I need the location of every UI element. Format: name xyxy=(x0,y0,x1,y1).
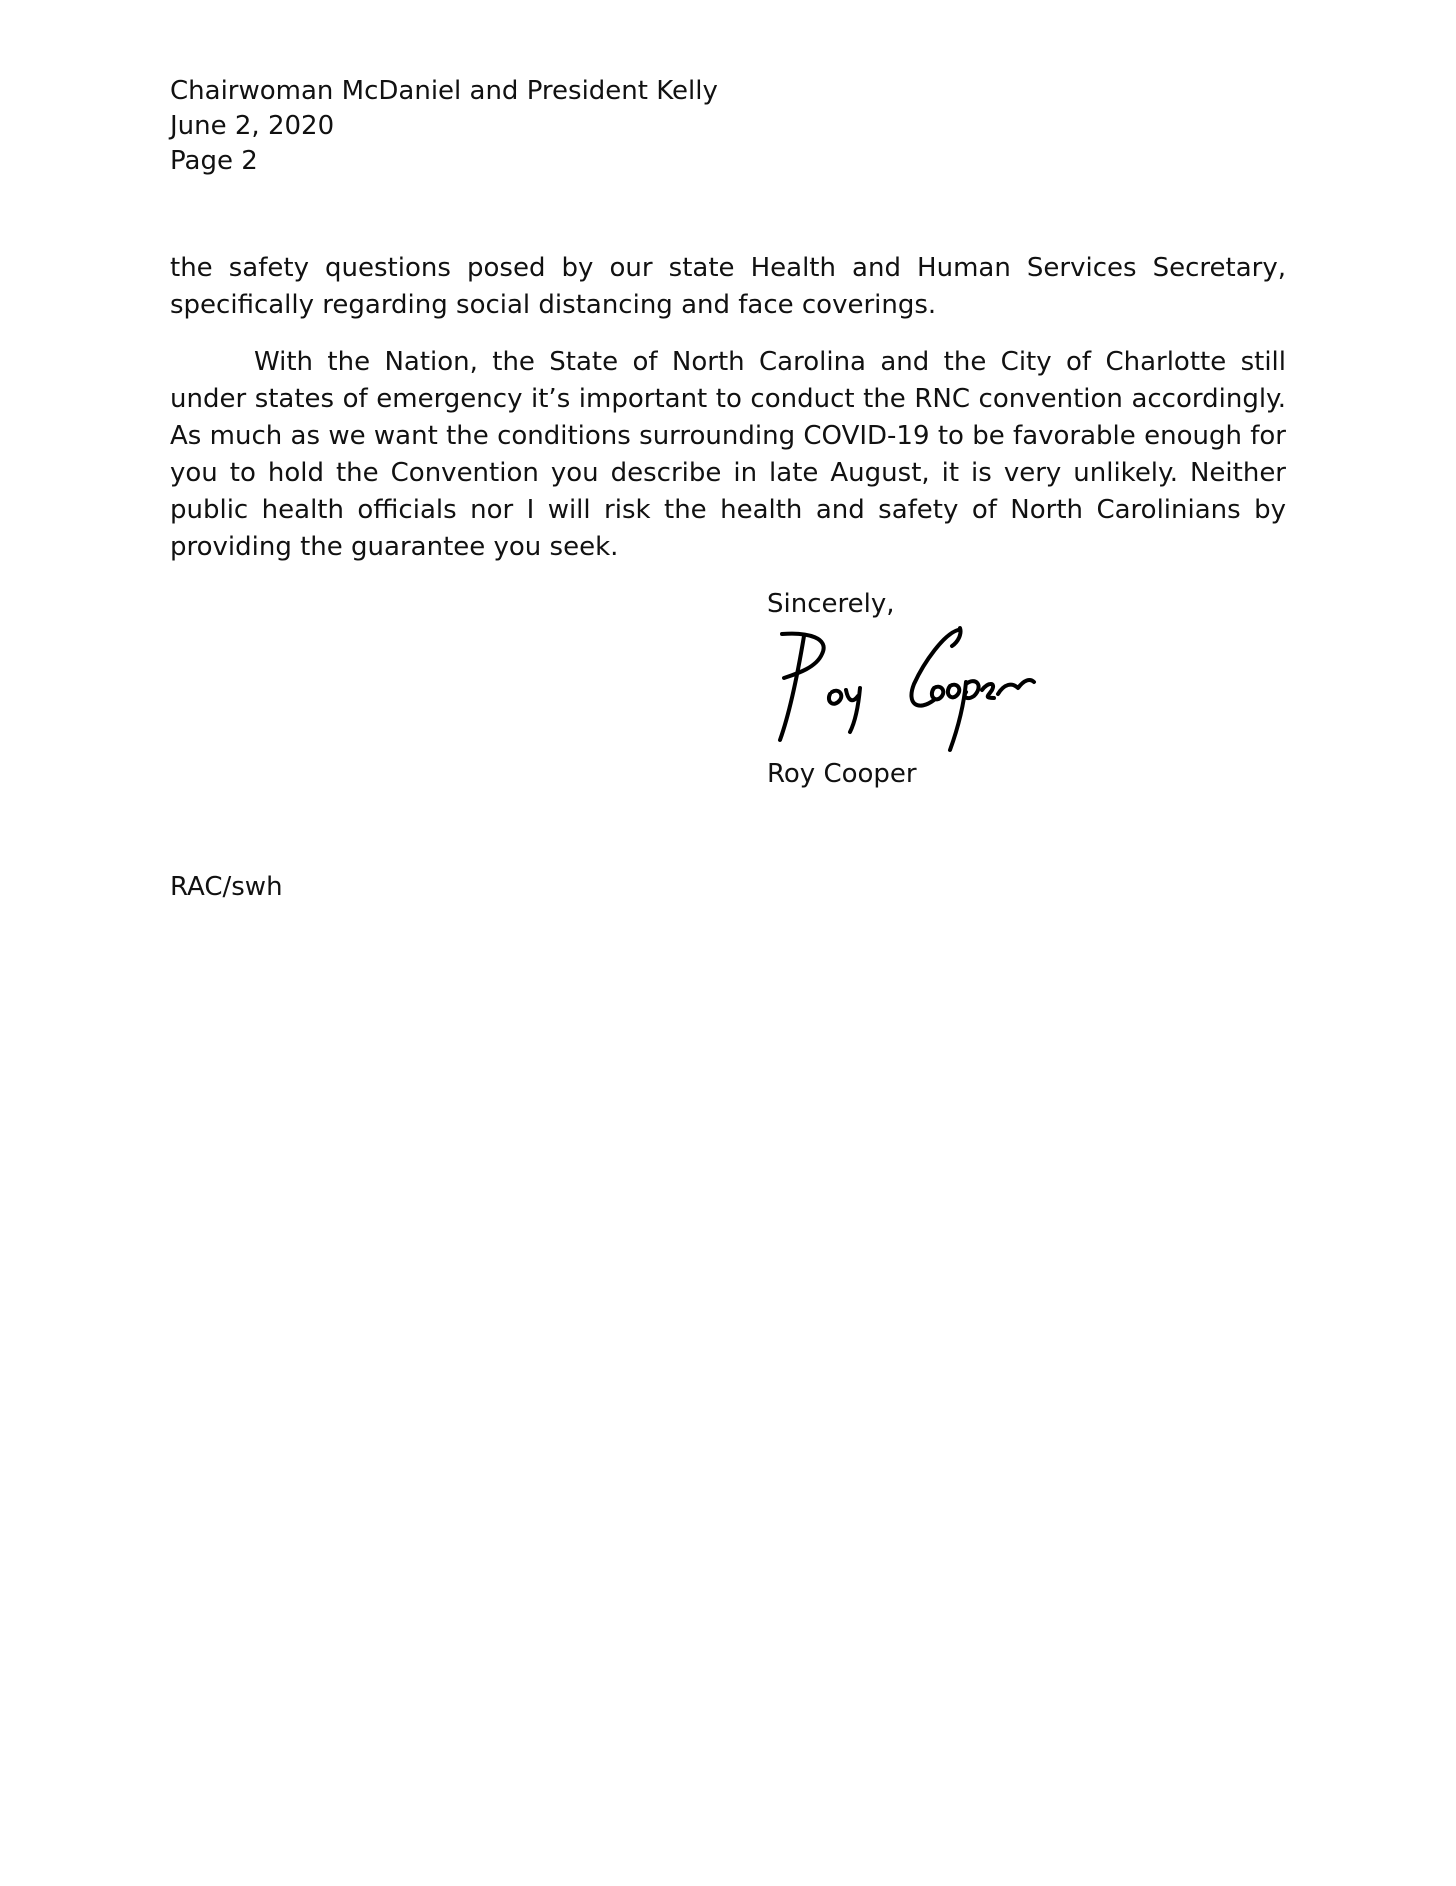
letter-date: June 2, 2020 xyxy=(170,111,335,141)
reference-initials: RAC/swh xyxy=(170,872,283,902)
body-paragraph: With the Nation, the State of North Carolina and the City of Charlotte still under states of emergency it’s important to conduct the RNC convention accordingly. As much as we want the conditions surrounding COVID-19 to be favorable enough for you to hold the Convention you describe in late August, it is very unlikely. Neither public health officials nor I will risk the health and safety of North Carolinians by providing the guarantee you seek. xyxy=(170,347,1286,562)
body-paragraph-continued: the safety questions posed by our state Health and Human Services Secretary, specifically regarding social distancing and face coverings. xyxy=(170,253,1286,320)
handwritten-signature xyxy=(748,612,1044,762)
closing-salutation: Sincerely, xyxy=(767,589,895,619)
page-number: Page 2 xyxy=(170,146,258,176)
signer-name: Roy Cooper xyxy=(767,759,917,789)
recipient-line: Chairwoman McDaniel and President Kelly xyxy=(170,76,718,106)
letter-body xyxy=(170,250,1286,586)
letter-header xyxy=(170,74,718,179)
